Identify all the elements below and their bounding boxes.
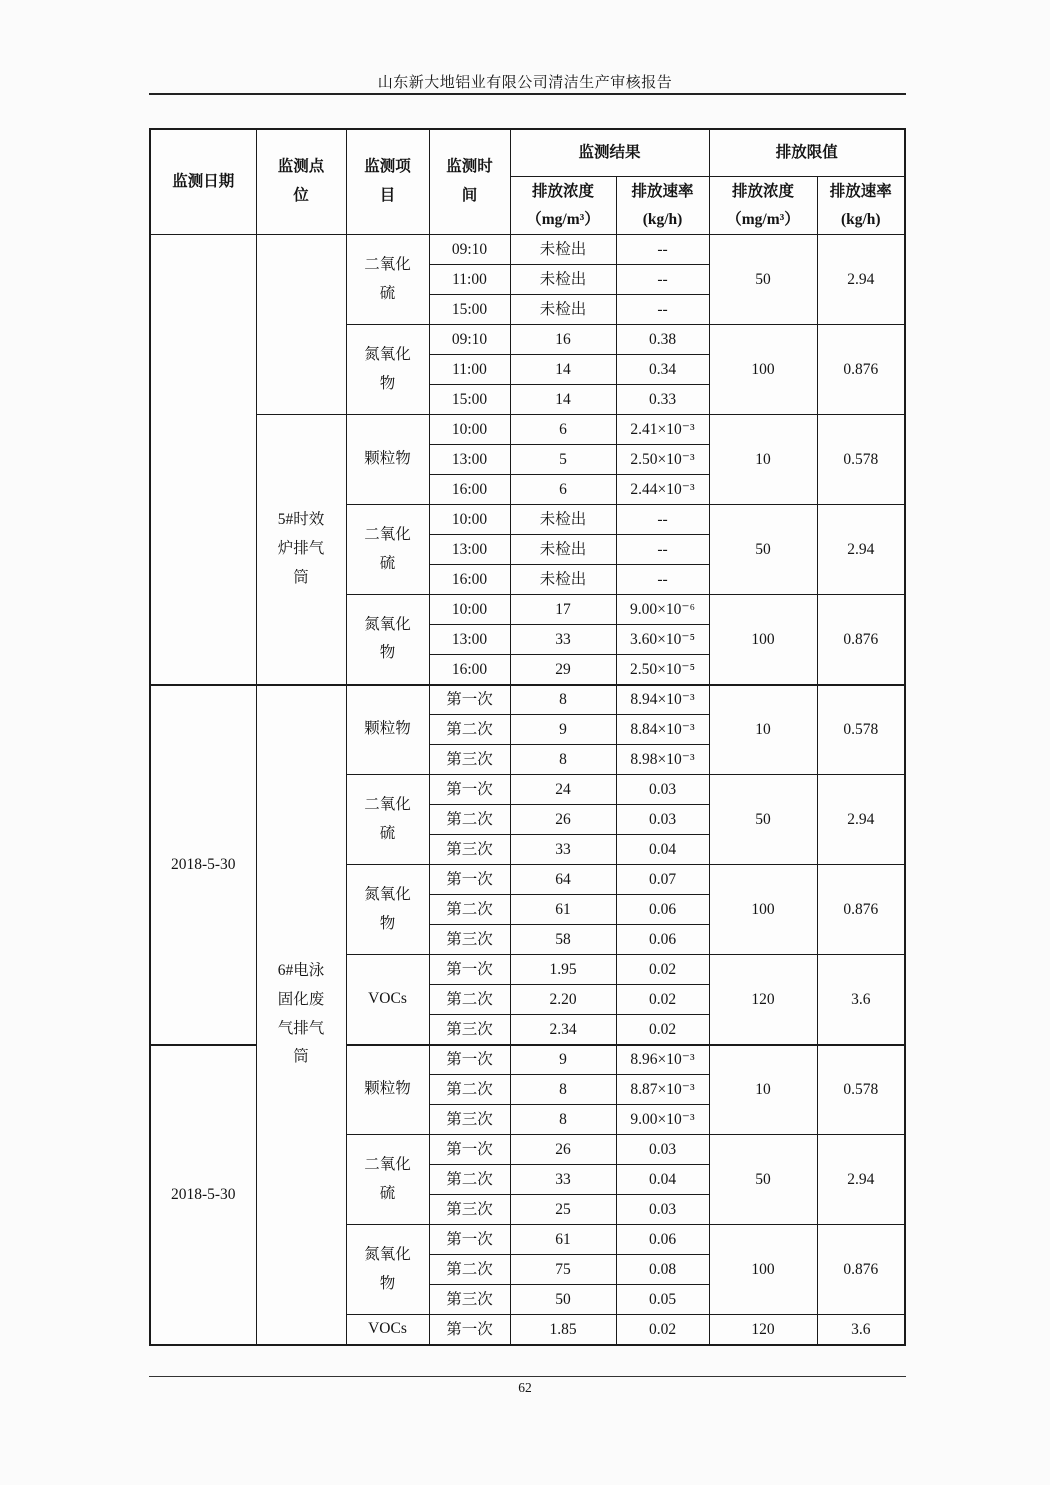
cell-monitor-time: 15:00 [429, 385, 510, 415]
cell-limit-concentration: 10 [709, 685, 817, 775]
cell-limit-concentration: 50 [709, 1135, 817, 1225]
cell-monitor-date: 2018-5-30 [150, 1045, 256, 1345]
cell-result-rate: 3.60×10⁻⁵ [616, 625, 709, 655]
cell-limit-concentration: 100 [709, 865, 817, 955]
cell-monitor-time: 第三次 [429, 1195, 510, 1225]
table-row [150, 685, 905, 715]
cell-monitor-time: 13:00 [429, 445, 510, 475]
cell-result-concentration: 未检出 [510, 265, 616, 295]
cell-result-rate: 0.03 [616, 775, 709, 805]
cell-monitor-point-label: 6#电泳固化废气排气筒 [277, 962, 325, 1066]
cell-limit-concentration: 50 [709, 235, 817, 325]
cell-limit-concentration: 50 [709, 505, 817, 595]
monitoring-table-body [150, 235, 905, 1345]
col-header-date [150, 129, 256, 235]
cell-result-rate: -- [616, 505, 709, 535]
cell-result-rate: -- [616, 535, 709, 565]
cell-monitor-time: 第一次 [429, 955, 510, 985]
cell-result-concentration: 33 [510, 835, 616, 865]
cell-result-rate: -- [616, 235, 709, 265]
cell-limit-rate: 2.94 [817, 235, 905, 325]
col-header-time [429, 129, 510, 235]
cell-monitor-time: 16:00 [429, 655, 510, 685]
cell-monitor-time: 09:10 [429, 325, 510, 355]
cell-result-concentration: 16 [510, 325, 616, 355]
cell-result-concentration: 17 [510, 595, 616, 625]
cell-result-concentration: 75 [510, 1255, 616, 1285]
cell-monitor-item [346, 955, 429, 1045]
cell-limit-rate: 0.876 [817, 1225, 905, 1315]
cell-result-rate: 0.02 [616, 955, 709, 985]
cell-result-rate: 0.02 [616, 1015, 709, 1045]
cell-result-rate: -- [616, 565, 709, 595]
cell-monitor-item [346, 235, 429, 325]
cell-result-concentration: 8 [510, 1075, 616, 1105]
cell-monitor-time: 第三次 [429, 835, 510, 865]
cell-monitor-item-label: 二氧化硫 [364, 795, 411, 842]
cell-result-rate: 0.03 [616, 1135, 709, 1165]
col-header-item-label: 监测项目 [364, 158, 411, 204]
cell-monitor-date [150, 235, 256, 685]
cell-result-rate: 0.04 [616, 1165, 709, 1195]
cell-monitor-time: 11:00 [429, 355, 510, 385]
cell-result-concentration: 14 [510, 385, 616, 415]
cell-result-concentration: 8 [510, 1105, 616, 1135]
cell-result-rate: 0.06 [616, 895, 709, 925]
cell-monitor-time: 第二次 [429, 1075, 510, 1105]
cell-monitor-item-label: VOCs [368, 1320, 407, 1337]
cell-monitor-time: 第三次 [429, 1015, 510, 1045]
cell-monitor-time: 第二次 [429, 715, 510, 745]
cell-monitor-item-label: 氮氧化物 [364, 1245, 411, 1292]
cell-result-rate: 0.03 [616, 1195, 709, 1225]
cell-monitor-time: 第一次 [429, 1045, 510, 1075]
cell-monitor-time: 第三次 [429, 1285, 510, 1315]
cell-result-concentration: 33 [510, 625, 616, 655]
cell-result-concentration: 26 [510, 805, 616, 835]
cell-monitor-item-label: 二氧化硫 [364, 525, 411, 572]
cell-monitor-item-label: VOCs [368, 989, 407, 1007]
cell-monitor-item-label: 氮氧化物 [364, 885, 411, 932]
cell-monitor-item [346, 415, 429, 505]
col-header-limit-rate-label: 排放速率(kg/h) [829, 183, 892, 228]
cell-monitor-time: 第三次 [429, 745, 510, 775]
document-header-title: 山东新大地铝业有限公司清洁生产审核报告 [377, 75, 673, 91]
cell-monitor-item-label: 颗粒物 [364, 1080, 411, 1098]
cell-result-rate: 8.87×10⁻³ [616, 1075, 709, 1105]
cell-result-concentration: 9 [510, 1045, 616, 1075]
col-header-item [346, 129, 429, 235]
cell-result-rate: 8.98×10⁻³ [616, 745, 709, 775]
cell-limit-rate: 2.94 [817, 505, 905, 595]
cell-result-concentration: 29 [510, 655, 616, 685]
cell-result-concentration: 未检出 [510, 535, 616, 565]
cell-result-concentration: 1.85 [510, 1315, 616, 1345]
monitoring-table-header [150, 129, 905, 235]
col-header-time-label: 监测时间 [446, 158, 493, 204]
cell-result-concentration: 1.95 [510, 955, 616, 985]
cell-limit-rate: 0.876 [817, 595, 905, 685]
cell-limit-concentration: 10 [709, 415, 817, 505]
header-divider [149, 93, 906, 95]
table-row [150, 415, 905, 445]
cell-monitor-item-label: 氮氧化物 [364, 615, 411, 662]
table-row [150, 235, 905, 265]
cell-monitor-time: 第一次 [429, 1315, 510, 1345]
cell-result-rate: -- [616, 265, 709, 295]
cell-limit-rate: 3.6 [817, 1315, 905, 1345]
cell-monitor-item-label: 氮氧化物 [364, 345, 411, 392]
cell-result-concentration: 未检出 [510, 505, 616, 535]
cell-result-rate: 0.33 [616, 385, 709, 415]
cell-monitor-point [256, 235, 346, 415]
col-group-limits: 排放限值 [709, 129, 905, 177]
cell-result-rate: 8.84×10⁻³ [616, 715, 709, 745]
cell-monitor-time: 第二次 [429, 1165, 510, 1195]
footer-divider [149, 1376, 906, 1377]
cell-monitor-time: 10:00 [429, 595, 510, 625]
cell-limit-concentration: 120 [709, 955, 817, 1045]
cell-monitor-time: 15:00 [429, 295, 510, 325]
cell-monitor-time: 第一次 [429, 775, 510, 805]
cell-result-concentration: 未检出 [510, 295, 616, 325]
cell-monitor-time: 第二次 [429, 805, 510, 835]
cell-result-concentration: 5 [510, 445, 616, 475]
cell-result-rate: 0.02 [616, 1315, 709, 1345]
cell-result-concentration: 58 [510, 925, 616, 955]
cell-result-rate: 0.07 [616, 865, 709, 895]
cell-limit-concentration: 10 [709, 1045, 817, 1135]
cell-limit-rate: 0.876 [817, 865, 905, 955]
cell-monitor-item-label: 颗粒物 [364, 450, 411, 468]
cell-result-rate: 9.00×10⁻³ [616, 1105, 709, 1135]
cell-result-rate: 8.96×10⁻³ [616, 1045, 709, 1075]
cell-monitor-time: 第二次 [429, 1255, 510, 1285]
cell-result-concentration: 61 [510, 1225, 616, 1255]
col-header-point-label: 监测点位 [277, 158, 325, 204]
cell-limit-rate: 0.876 [817, 325, 905, 415]
cell-limit-concentration: 120 [709, 1315, 817, 1345]
cell-result-concentration: 14 [510, 355, 616, 385]
cell-limit-rate: 0.578 [817, 1045, 905, 1135]
cell-result-concentration: 未检出 [510, 565, 616, 595]
col-header-result-rate-label: 排放速率(kg/h) [631, 183, 694, 228]
cell-result-rate: -- [616, 295, 709, 325]
cell-monitor-time: 第一次 [429, 685, 510, 715]
cell-result-rate: 0.04 [616, 835, 709, 865]
col-header-result-concentration-label: 排放浓度（mg/m³） [526, 183, 600, 228]
cell-result-rate: 8.94×10⁻³ [616, 685, 709, 715]
cell-result-concentration: 9 [510, 715, 616, 745]
cell-monitor-time: 第二次 [429, 985, 510, 1015]
cell-monitor-item-label: 二氧化硫 [364, 255, 411, 302]
cell-monitor-item [346, 595, 429, 685]
cell-monitor-time: 10:00 [429, 505, 510, 535]
cell-result-concentration: 2.20 [510, 985, 616, 1015]
cell-monitor-item [346, 505, 429, 595]
cell-monitor-time: 13:00 [429, 625, 510, 655]
cell-result-rate: 0.05 [616, 1285, 709, 1315]
cell-monitor-item [346, 685, 429, 775]
cell-limit-concentration: 100 [709, 1225, 817, 1315]
cell-monitor-time: 11:00 [429, 265, 510, 295]
cell-limit-concentration: 100 [709, 325, 817, 415]
cell-monitor-time: 13:00 [429, 535, 510, 565]
cell-monitor-item [346, 1045, 429, 1135]
cell-result-rate: 0.34 [616, 355, 709, 385]
cell-result-concentration: 33 [510, 1165, 616, 1195]
cell-monitor-time: 第一次 [429, 1225, 510, 1255]
cell-monitor-item [346, 865, 429, 955]
cell-result-rate: 2.50×10⁻⁵ [616, 655, 709, 685]
cell-result-rate: 0.08 [616, 1255, 709, 1285]
cell-result-rate: 0.06 [616, 925, 709, 955]
cell-limit-rate: 2.94 [817, 1135, 905, 1225]
cell-monitor-item [346, 1315, 429, 1345]
cell-monitor-time: 16:00 [429, 565, 510, 595]
cell-result-rate: 2.50×10⁻³ [616, 445, 709, 475]
cell-monitor-point-label: 5#时效炉排气筒 [277, 511, 325, 586]
monitoring-table [149, 128, 906, 1346]
cell-result-rate: 0.06 [616, 1225, 709, 1255]
col-header-limit-concentration-label: 排放浓度（mg/m³） [726, 183, 800, 228]
cell-monitor-time: 10:00 [429, 415, 510, 445]
page-number: 62 [518, 1380, 532, 1395]
col-header-limit-rate [817, 177, 905, 235]
col-group-results: 监测结果 [510, 129, 709, 177]
cell-limit-rate: 2.94 [817, 775, 905, 865]
cell-limit-rate: 0.578 [817, 685, 905, 775]
cell-limit-rate: 3.6 [817, 955, 905, 1045]
cell-monitor-point [256, 685, 346, 1345]
col-header-limit-concentration [709, 177, 817, 235]
cell-result-concentration: 26 [510, 1135, 616, 1165]
cell-result-concentration: 24 [510, 775, 616, 805]
cell-result-concentration: 6 [510, 475, 616, 505]
cell-limit-concentration: 100 [709, 595, 817, 685]
cell-monitor-time: 第一次 [429, 865, 510, 895]
cell-monitor-item [346, 1135, 429, 1225]
cell-result-rate: 2.44×10⁻³ [616, 475, 709, 505]
col-header-result-rate [616, 177, 709, 235]
cell-monitor-time: 第三次 [429, 1105, 510, 1135]
cell-result-concentration: 2.34 [510, 1015, 616, 1045]
cell-result-concentration: 25 [510, 1195, 616, 1225]
cell-monitor-time: 第二次 [429, 895, 510, 925]
cell-monitor-date: 2018-5-30 [150, 685, 256, 1045]
cell-limit-concentration: 50 [709, 775, 817, 865]
cell-result-concentration: 6 [510, 415, 616, 445]
cell-result-rate: 0.38 [616, 325, 709, 355]
col-header-date-label: 监测日期 [172, 173, 235, 191]
cell-monitor-item-label: 颗粒物 [364, 720, 411, 738]
cell-result-concentration: 64 [510, 865, 616, 895]
cell-monitor-item-label: 二氧化硫 [364, 1155, 411, 1202]
cell-monitor-item [346, 1225, 429, 1315]
cell-monitor-time: 第三次 [429, 925, 510, 955]
cell-monitor-item [346, 775, 429, 865]
cell-result-rate: 9.00×10⁻⁶ [616, 595, 709, 625]
cell-monitor-time: 16:00 [429, 475, 510, 505]
cell-result-concentration: 8 [510, 745, 616, 775]
col-header-point [256, 129, 346, 235]
cell-result-concentration: 8 [510, 685, 616, 715]
cell-limit-rate: 0.578 [817, 415, 905, 505]
cell-result-concentration: 50 [510, 1285, 616, 1315]
cell-result-rate: 0.02 [616, 985, 709, 1015]
cell-result-concentration: 61 [510, 895, 616, 925]
cell-monitor-time: 第一次 [429, 1135, 510, 1165]
cell-result-rate: 2.41×10⁻³ [616, 415, 709, 445]
cell-monitor-time: 09:10 [429, 235, 510, 265]
cell-result-rate: 0.03 [616, 805, 709, 835]
cell-monitor-item [346, 325, 429, 415]
cell-result-concentration: 未检出 [510, 235, 616, 265]
col-header-result-concentration [510, 177, 616, 235]
cell-monitor-point [256, 415, 346, 685]
